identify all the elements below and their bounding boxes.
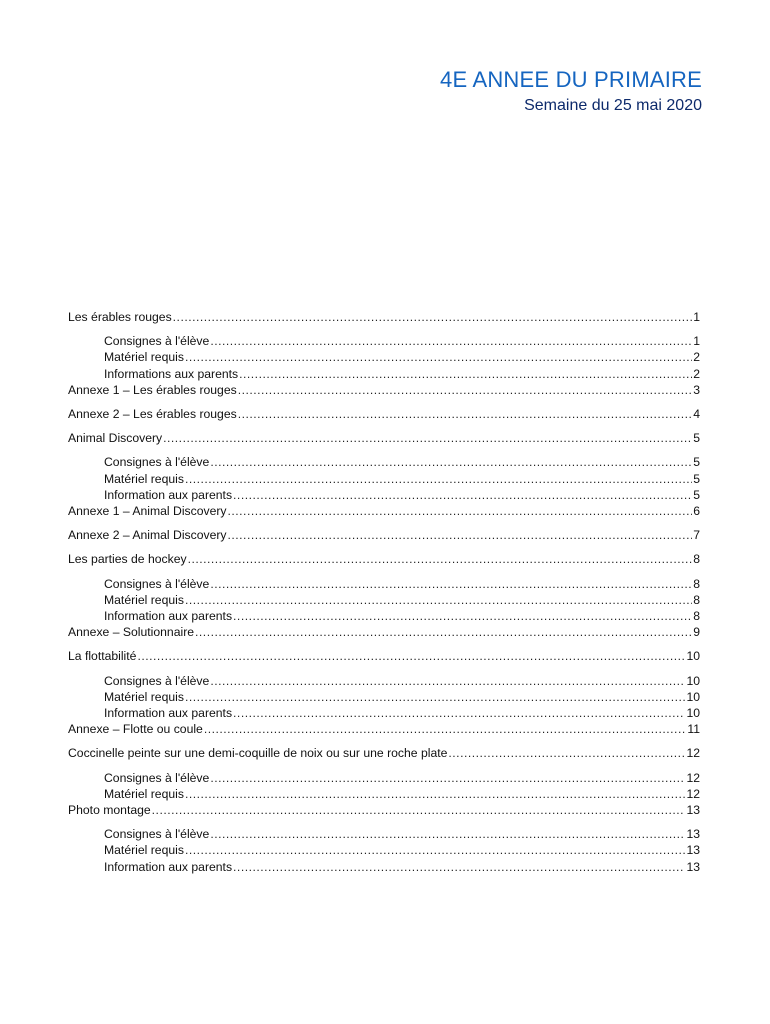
toc-page-number: 5 — [693, 487, 700, 502]
table-of-contents — [68, 309, 700, 875]
toc-entry-label: Les parties de hockey — [68, 552, 187, 567]
toc-entry-label: Annexe – Flotte ou coule — [68, 722, 203, 737]
toc-entry-label: Matériel requis — [104, 786, 184, 801]
toc-subentry[interactable] — [68, 673, 700, 689]
toc-subentry[interactable] — [68, 576, 700, 592]
toc-dot-leader — [233, 705, 685, 721]
toc-page-number: 9 — [693, 625, 700, 640]
toc-entry-label: Matériel requis — [104, 350, 184, 365]
toc-dot-leader — [233, 487, 692, 503]
toc-entry-label: Informations aux parents — [104, 366, 239, 381]
toc-dot-leader — [163, 430, 692, 446]
toc-subentry[interactable] — [68, 705, 700, 721]
toc-entry-label: Consignes à l'élève — [104, 827, 210, 842]
toc-page-number: 10 — [686, 689, 700, 704]
toc-subentry[interactable] — [68, 471, 700, 487]
toc-page-number: 2 — [693, 366, 700, 381]
toc-dot-leader — [204, 721, 687, 737]
toc-entry-label: Annexe 1 – Les érables rouges — [68, 382, 237, 397]
toc-entry[interactable] — [68, 624, 700, 640]
toc-entry-label: Annexe 1 – Animal Discovery — [68, 504, 227, 519]
document-title: 4E ANNEE DU PRIMAIRE — [440, 67, 702, 92]
toc-dot-leader — [239, 366, 692, 382]
toc-entry-label: Annexe 2 – Les érables rouges — [68, 407, 237, 422]
toc-page-number: 10 — [686, 673, 700, 688]
toc-entry-label: Matériel requis — [104, 592, 184, 607]
toc-entry-label: Matériel requis — [104, 689, 184, 704]
toc-dot-leader — [185, 786, 686, 802]
toc-page-number: 13 — [686, 843, 700, 858]
toc-entry-label: Les érables rouges — [68, 310, 172, 324]
toc-entry-label: Consignes à l'élève — [104, 770, 210, 785]
toc-subentry[interactable] — [68, 366, 700, 382]
toc-dot-leader — [228, 527, 693, 543]
toc-page-number: 13 — [686, 859, 700, 874]
toc-page-number: 5 — [693, 431, 700, 446]
toc-dot-leader — [152, 802, 686, 818]
toc-page-number: 5 — [693, 471, 700, 486]
toc-dot-leader — [137, 648, 685, 664]
toc-entry[interactable] — [68, 309, 700, 325]
toc-dot-leader — [210, 454, 692, 470]
toc-dot-leader — [185, 471, 692, 487]
toc-dot-leader — [233, 608, 692, 624]
toc-dot-leader — [233, 859, 685, 875]
toc-dot-leader — [448, 745, 685, 761]
toc-subentry[interactable] — [68, 608, 700, 624]
toc-page-number: 5 — [693, 455, 700, 470]
toc-page-number: 1 — [693, 310, 700, 324]
toc-page-number: 4 — [693, 407, 700, 422]
toc-page-number: 12 — [686, 786, 700, 801]
toc-entry-label: Consignes à l'élève — [104, 334, 210, 349]
toc-page-number: 8 — [693, 609, 700, 624]
toc-subentry[interactable] — [68, 770, 700, 786]
toc-entry[interactable] — [68, 648, 700, 664]
toc-entry-label: Information aux parents — [104, 609, 233, 624]
toc-dot-leader — [188, 551, 693, 567]
toc-subentry[interactable] — [68, 333, 700, 349]
toc-page-number: 1 — [693, 334, 700, 349]
toc-subentry[interactable] — [68, 592, 700, 608]
toc-entry-label: Animal Discovery — [68, 431, 163, 446]
toc-subentry[interactable] — [68, 487, 700, 503]
toc-entry-label: Annexe 2 – Animal Discovery — [68, 528, 227, 543]
toc-page-number: 7 — [693, 528, 700, 543]
toc-dot-leader — [173, 309, 693, 325]
toc-subentry[interactable] — [68, 826, 700, 842]
document-subtitle: Semaine du 25 mai 2020 — [524, 97, 702, 114]
toc-entry-label: Matériel requis — [104, 471, 184, 486]
toc-page-number: 10 — [686, 649, 700, 664]
toc-dot-leader — [238, 406, 693, 422]
toc-dot-leader — [185, 349, 692, 365]
toc-dot-leader — [195, 624, 692, 640]
toc-entry[interactable] — [68, 745, 700, 761]
toc-entry[interactable] — [68, 406, 700, 422]
toc-dot-leader — [210, 576, 692, 592]
toc-dot-leader — [185, 842, 686, 858]
toc-dot-leader — [210, 770, 685, 786]
toc-dot-leader — [185, 689, 686, 705]
toc-entry-label: Information aux parents — [104, 706, 233, 721]
toc-dot-leader — [185, 592, 692, 608]
toc-entry-label: Information aux parents — [104, 859, 233, 874]
toc-page-number: 12 — [686, 770, 700, 785]
toc-subentry[interactable] — [68, 859, 700, 875]
toc-subentry[interactable] — [68, 842, 700, 858]
toc-dot-leader — [228, 503, 693, 519]
toc-page-number: 13 — [686, 803, 700, 818]
toc-page-number: 8 — [693, 576, 700, 591]
document-header — [440, 66, 702, 116]
toc-dot-leader — [210, 333, 692, 349]
toc-page-number: 3 — [693, 382, 700, 397]
toc-dot-leader — [238, 382, 693, 398]
toc-entry[interactable] — [68, 503, 700, 519]
toc-page-number: 6 — [693, 504, 700, 519]
toc-entry-label: Photo montage — [68, 803, 151, 818]
toc-entry[interactable] — [68, 802, 700, 818]
toc-entry[interactable] — [68, 551, 700, 567]
toc-entry-label: Consignes à l'élève — [104, 455, 210, 470]
toc-entry[interactable] — [68, 430, 700, 446]
toc-page-number: 8 — [693, 592, 700, 607]
toc-entry-label: Coccinelle peinte sur une demi-coquille de noix ou sur une roche plate — [68, 746, 448, 761]
toc-entry-label: Consignes à l'élève — [104, 576, 210, 591]
toc-page-number: 13 — [686, 827, 700, 842]
toc-dot-leader — [210, 673, 685, 689]
toc-page-number: 2 — [693, 350, 700, 365]
toc-page-number: 8 — [693, 552, 700, 567]
toc-entry-label: Matériel requis — [104, 843, 184, 858]
toc-subentry[interactable] — [68, 349, 700, 365]
toc-entry[interactable] — [68, 721, 700, 737]
toc-entry-label: La flottabilité — [68, 649, 137, 664]
toc-entry-label: Information aux parents — [104, 487, 233, 502]
toc-entry-label: Consignes à l'élève — [104, 673, 210, 688]
toc-subentry[interactable] — [68, 786, 700, 802]
toc-page-number: 10 — [686, 706, 700, 721]
toc-subentry[interactable] — [68, 454, 700, 470]
toc-subentry[interactable] — [68, 689, 700, 705]
toc-dot-leader — [210, 826, 685, 842]
toc-page-number: 12 — [686, 746, 700, 761]
toc-page-number: 11 — [687, 722, 700, 737]
toc-entry-label: Annexe – Solutionnaire — [68, 625, 195, 640]
toc-entry[interactable] — [68, 527, 700, 543]
toc-entry[interactable] — [68, 382, 700, 398]
